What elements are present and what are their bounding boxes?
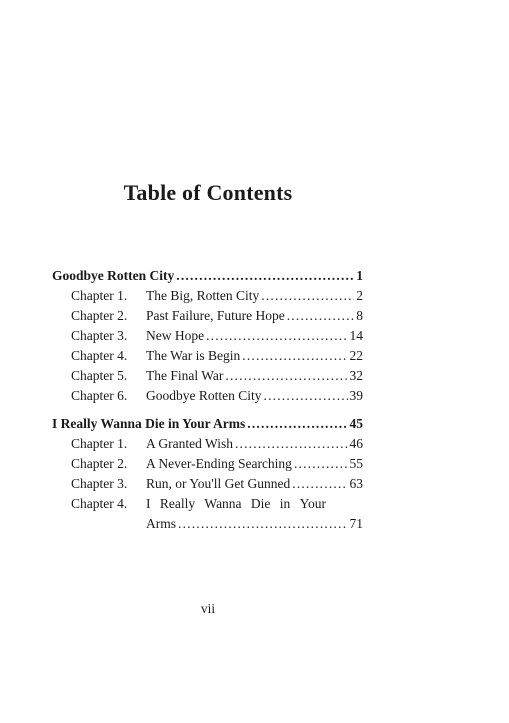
page-number: 32 <box>349 368 363 383</box>
chapter-title: The Big, Rotten City <box>146 288 260 303</box>
chapter-number: Chapter 6. <box>71 388 128 403</box>
dot-leader <box>176 266 354 286</box>
title-word: Die <box>250 496 271 511</box>
page-number: 8 <box>356 308 363 323</box>
toc-chapter-entry[interactable] <box>52 306 363 326</box>
chapter-title: The War is Begin <box>146 348 241 363</box>
part-title: Goodbye Rotten City <box>52 268 175 283</box>
toc-part <box>52 414 363 534</box>
toc-chapter-entry[interactable] <box>52 326 363 346</box>
page-folio: vii <box>200 601 216 616</box>
chapter-number: Chapter 3. <box>71 328 128 343</box>
toc-chapter-entry[interactable] <box>52 366 363 386</box>
chapter-title: A Never-Ending Searching <box>146 456 292 471</box>
page-number: 71 <box>349 516 363 531</box>
title-word: Really <box>159 496 196 511</box>
table-of-contents <box>52 266 363 542</box>
page-number: 46 <box>349 436 363 451</box>
toc-part-heading[interactable] <box>52 266 363 286</box>
chapter-title: New Hope <box>146 328 205 343</box>
toc-chapter-entry[interactable] <box>52 386 363 406</box>
dot-leader <box>292 474 347 494</box>
chapter-number: Chapter 3. <box>71 476 128 491</box>
toc-chapter-entry-continued[interactable] <box>52 514 363 534</box>
title-word: I <box>146 496 151 511</box>
dot-leader <box>225 366 347 386</box>
page-number: 2 <box>356 288 363 303</box>
chapter-number: Chapter 2. <box>71 308 128 323</box>
page-number: 55 <box>349 456 363 471</box>
chapter-title: A Granted Wish <box>146 436 233 451</box>
dot-leader <box>242 346 347 366</box>
chapter-title: Goodbye Rotten City <box>146 388 262 403</box>
dot-leader <box>178 514 348 534</box>
toc-part <box>52 266 363 406</box>
chapter-title-line-1 <box>146 494 363 514</box>
page-number: 63 <box>349 476 363 491</box>
chapter-number: Chapter 5. <box>71 368 128 383</box>
toc-chapter-entry[interactable] <box>52 346 363 366</box>
chapter-number: Chapter 2. <box>71 456 128 471</box>
chapter-number: Chapter 4. <box>71 496 128 511</box>
chapter-number: Chapter 4. <box>71 348 128 363</box>
dot-leader <box>247 414 347 434</box>
dot-leader <box>235 434 348 454</box>
page-number: 22 <box>349 348 363 363</box>
chapter-number: Chapter 1. <box>71 288 128 303</box>
dot-leader <box>264 386 348 406</box>
toc-chapter-entry[interactable] <box>52 454 363 474</box>
toc-chapter-entry[interactable] <box>52 434 363 454</box>
toc-chapter-entry[interactable] <box>52 286 363 306</box>
dot-leader <box>294 454 348 474</box>
chapter-title: The Final War <box>146 368 224 383</box>
dot-leader <box>287 306 355 326</box>
page-number: 39 <box>349 388 363 403</box>
chapter-title: Past Failure, Future Hope <box>146 308 285 323</box>
dot-leader <box>261 286 354 306</box>
page-number: 45 <box>349 416 363 431</box>
part-title: I Really Wanna Die in Your Arms <box>52 416 246 431</box>
toc-chapter-entry[interactable] <box>52 494 363 514</box>
page-number: 1 <box>356 268 363 283</box>
title-word: Wanna <box>204 496 242 511</box>
page-number: 14 <box>349 328 363 343</box>
toc-chapter-entry[interactable] <box>52 474 363 494</box>
toc-part-heading[interactable] <box>52 414 363 434</box>
chapter-title: Run, or You'll Get Gunned <box>146 476 291 491</box>
chapter-number: Chapter 1. <box>71 436 128 451</box>
title-word: Your <box>299 496 326 511</box>
chapter-title-line-2: Arms <box>146 516 176 531</box>
dot-leader <box>206 326 347 346</box>
page-title: Table of Contents <box>123 180 293 205</box>
title-word: in <box>279 496 291 511</box>
